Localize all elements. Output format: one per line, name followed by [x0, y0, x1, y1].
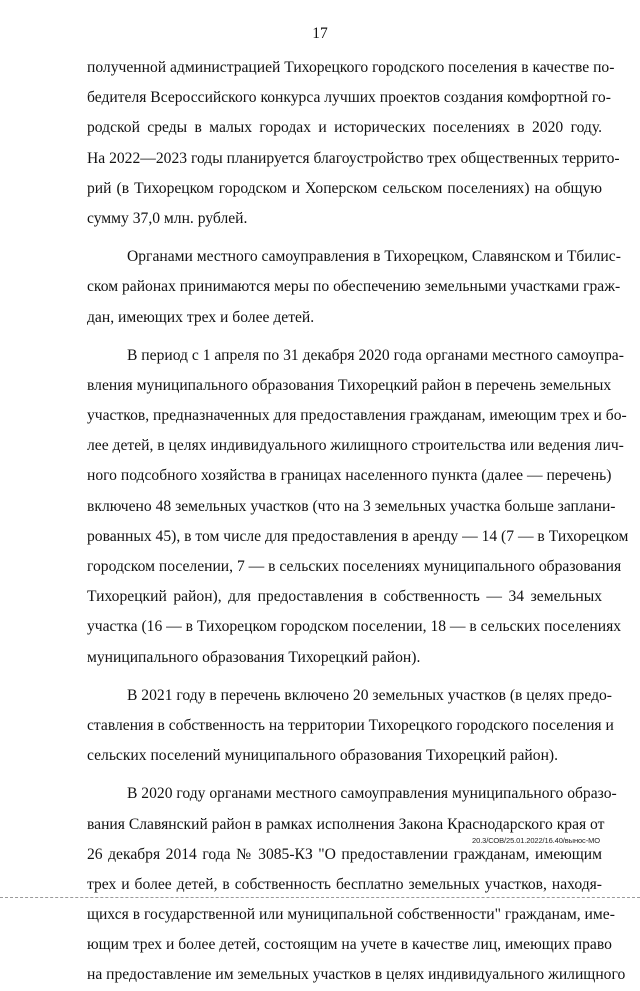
text-line: рованных 45), в том числе для предоставления в аренду — 14 (7 — в Тихорецком [87, 527, 629, 545]
text-line: Тихорецкий район), для предоставления в собственность — 34 земельных [87, 588, 602, 606]
text-line: 26 декабря 2014 года № 3085-КЗ "О предоставлении гражданам, имеющим [87, 845, 602, 863]
page-number: 17 [312, 25, 328, 42]
paragraph-gap [87, 333, 602, 341]
text-line: В 2020 году органами местного самоуправления муниципального образо- [127, 785, 617, 803]
text-line: сумму 37,0 млн. рублей. [87, 209, 248, 227]
text-line: родской среды в малых городах и исторических поселениях в 2020 году. [87, 119, 602, 137]
paragraph [87, 53, 620, 234]
paragraph-gap [87, 673, 602, 681]
text-line: на предоставление им земельных участков в целях индивидуального жилищного [87, 966, 626, 984]
text-line: В 2021 году в перечень включено 20 земельных участков (в целях предо- [127, 686, 612, 704]
text-line: дан, имеющих трех и более детей. [87, 308, 315, 326]
text-line: ском районах принимаются меры по обеспечению земельными участками граж- [87, 278, 621, 296]
text-line: участков, предназначенных для предоставления гражданам, имеющим трех и бо- [87, 407, 627, 425]
document-body [87, 53, 629, 991]
text-line: трех и более детей, в собственность бесплатно земельных участков, находя- [87, 875, 602, 893]
text-line: ного подсобного хозяйства в границах населенного пункта (далее — перечень) [87, 467, 612, 485]
text-line: щихся в государственной или муниципальной собственности" гражданам, име- [87, 906, 615, 924]
paragraph [87, 242, 621, 333]
paragraph-gap [87, 771, 602, 779]
text-line: участка (16 — в Тихорецком городском поселении, 18 — в сельских поселениях [87, 618, 622, 636]
paragraph [87, 341, 629, 673]
paragraph [87, 681, 614, 772]
text-line: городском поселении, 7 — в сельских поселениях муниципального образования [87, 558, 622, 575]
text-line: муниципального образования Тихорецкий район). [87, 648, 421, 666]
text-line: бедителя Всероссийского конкурса лучших проектов создания комфортной го- [87, 89, 611, 107]
text-line: полученной администрацией Тихорецкого городского поселения в качестве по- [87, 59, 615, 76]
text-line: ющим трех и более детей, состоящим на учете в качестве лиц, имеющих право [87, 936, 612, 954]
text-line: сельских поселений муниципального образования Тихорецкий район). [87, 747, 559, 765]
text-line: включено 48 земельных участков (что на 3 земельных участка больше заплани- [87, 497, 616, 515]
cut-line [0, 897, 640, 898]
footer-code: 20.3/СОВ/25.01.2022/16.40/вынос-МО [472, 836, 600, 845]
text-line: В период с 1 апреля по 31 декабря 2020 года органами местного самоупра- [127, 346, 624, 364]
text-line: Органами местного самоуправления в Тихорецком, Славянском и Тбилис- [127, 248, 621, 266]
text-line: вления муниципального образования Тихорецкий район в перечень земельных [87, 376, 612, 394]
paragraph [87, 779, 626, 990]
text-line: На 2022—2023 годы планируется благоустройство трех общественных террито- [87, 149, 620, 167]
text-line: рий (в Тихорецком городском и Хоперском сельском поселениях) на общую [87, 179, 602, 197]
text-line: вания Славянский район в рамках исполнения Закона Краснодарского края от [87, 815, 605, 833]
text-line: лее детей, в целях индивидуального жилищного строительства или ведения лич- [87, 437, 624, 455]
text-line: ставления в собственность на территории Тихорецкого городского поселения и [87, 716, 614, 734]
paragraph-gap [87, 234, 602, 242]
